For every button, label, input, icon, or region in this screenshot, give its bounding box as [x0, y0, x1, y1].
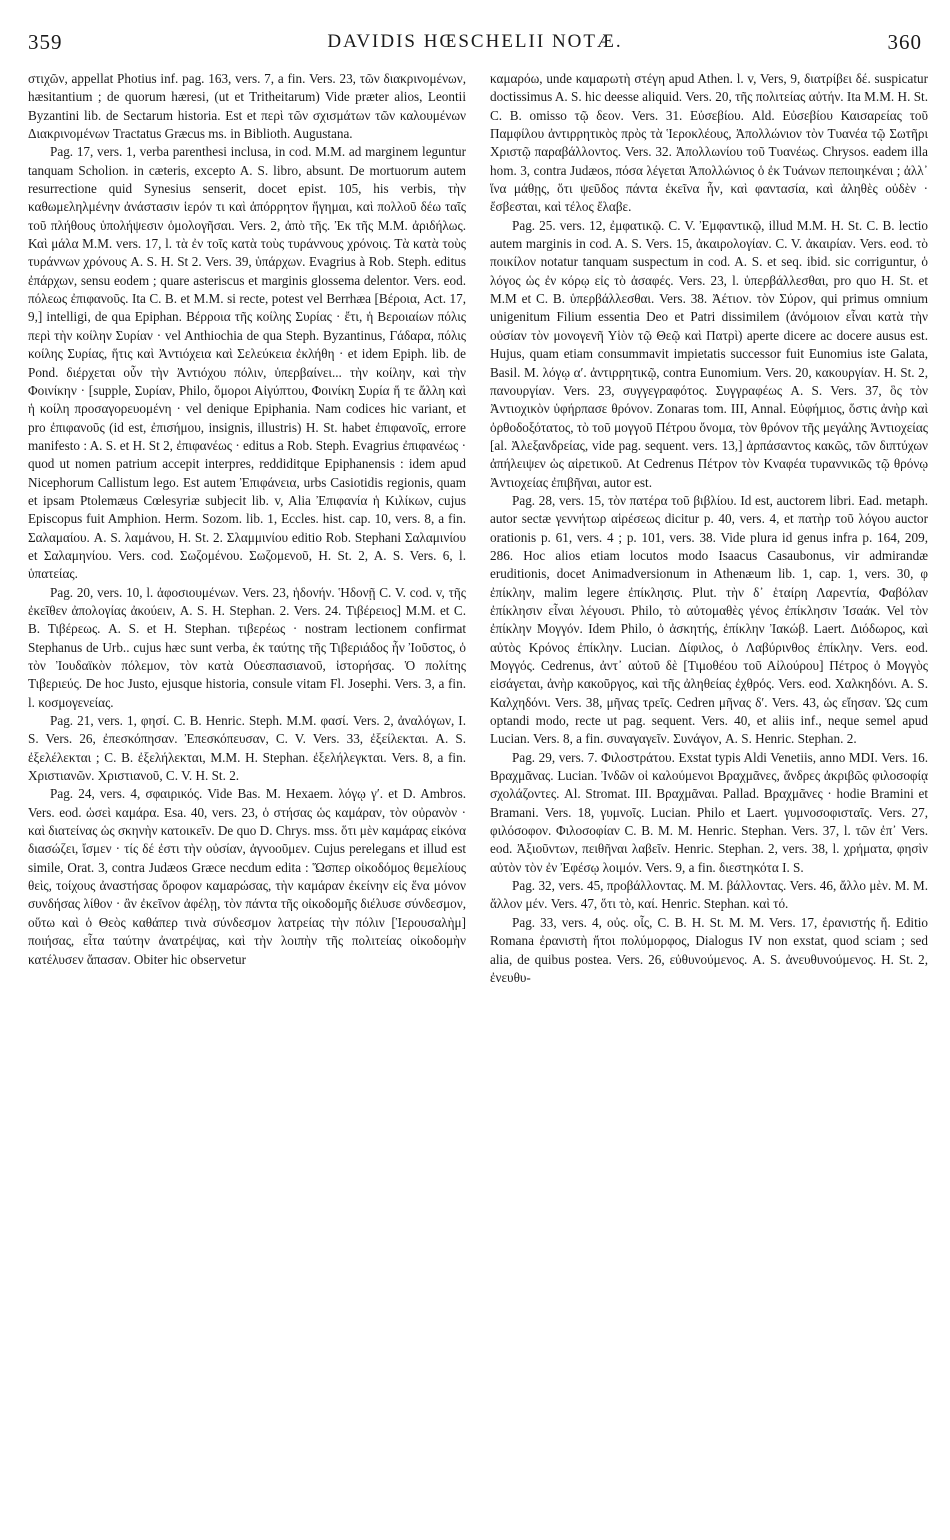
paragraph: Pag. 25. vers. 12, ἐμφατικῷ. C. V. Ἐμφαντικῷ, illud M.M. H. St. C. B. lectio autem marginis in cod. A. S. Vers. 15, ἀκαιρολογίαν. C. V. ἀκαιρίαν. Vers. eod. τὸ ποικίλον notatur tanquam suspectum in cod. A. S. et seq. ibid. sic corriguntur, ὁ λόγος ὡς ἐν κόρῳ εἰς τὸ ἀσαφές. Vers. 23, l. ὑπερβάλλεσθαι, pro quo H. St. et M.M et C. B. ὑπερβάλλεσθαι. Vers. 38. Ἀέτιον. τὸν Σύρον, qui primus omnium unigenitum Filium essentia Deo et Patri dissimilem (ἀνόμοιον εἶναι κατὰ τὴν οὐσίαν τὸν μονογενῆ Υἱὸν τῷ Θεῷ καὶ Πατρὶ) aperte dicere ac docere ausus est. Hujus, quam etiam consummavit impietatis successor fuit Eunomius iste Galata, Basil. M. λόγῳ α′. ἀντιρρητικῷ, contra Eunomium. Vers. 20, κακουργίαν. H. St. 2, πανουργίαν. Vers. 23, συγγεγραφότος. Συγγραφέως A. S. Vers. 37, ὃς τὸν Ἀντιοχικὸν ὑφήρπασε θρόνον. Zonaras tom. III, Annal. Εὐφήμιος, ὅστις ἀνὴρ καὶ ὀρθοδοξότατος, τὸ τοῦ μογγοῦ Πέτρου ὄνομα, τὸν θρόνον τῆς μεγάλης Ἀντιοχείας [al. Ἀλεξανδρείας, vide pag. sequent. vers. 13,] ἁρπάσαντος κακῶς, τῶν διπτύχων ἀπήλειψεν ὡς αἱρετικοῦ. At Cedrenus Πέτρον τὸν Κναφέα τυραννικῶς τῷ θρόνῳ Ἀντιοχείας ἐπιβῆναι, autor est. [490, 217, 928, 490]
paragraph: Pag. 32, vers. 45, προβάλλοντας. M. M. βάλλοντας. Vers. 46, ἄλλο μὲν. M. M. ἄλλον μέν. Vers. 47, ὅτι τὸ, καί. Henric. Stephan. καὶ τό. [490, 878, 928, 912]
paragraph: Pag. 20, vers. 10, l. ἀφοσιουμένων. Vers. 23, ἡδονήν. Ἡδονῇ C. V. cod. v, τῆς ἐκεῖθεν ἀπολογίας ἀκούειν, A. S. H. Stephan. 2. Vers. 24. Τιβέρειος] M.M. et C. B. Τιβέρεως. A. S. et H. Stephan. τιβερέως · nostram lectionem confirmat Stephanus de Urb.. cujus hæc sunt verba, ἐκ ταύτης τῆς Τιβεριάδος ἦν Ἰοῦστος, ὁ τὸν Ἰουδαϊκὸν πόλεμον, τὸν κατὰ Οὐεσπασιανοῦ, ἱστορήσας. Ὁ πολίτης Τιβεριεύς. De hoc Justo, ejusque historia, consule vitam Fl. Josephi. Vers. 3, a fin. l. κοσμογενείας. [28, 584, 466, 710]
paragraph: Pag. 33, vers. 4, οὐς. οἷς, C. B. H. St. M. M. Vers. 17, ἐρανιστής ἤ. Editio Romana ἐρανιστὴ ἤτοι πολύμορφος, Dialogus IV non exstat, quod sciam ; sed alia, de quibus postea. Vers. 26, εὐθυνούμενος. A. S. ἀνευθυνούμενος. H. St. 2, ἐνευθυ- [490, 914, 928, 985]
left-column [28, 70, 466, 1520]
paragraph: Pag. 24, vers. 4, σφαιρικός. Vide Bas. M. Hexaem. λόγῳ γ′. et D. Ambros. Vers. eod. ὡσεὶ καμάρα. Esa. 40, vers. 23, ὁ στήσας ὡς καμάραν, τὸν οὐρανὸν · καὶ διατείνας ὡς σκηνὴν κατοικεῖν. De quo D. Chrys. mss. ὅτι μὲν καμάρας εἰκόνα διασώζει, ἴσμεν · τίς δέ ἐστι τὴν οὐσίαν, ἀγνοοῦμεν. Cujus perelegans et illud est simile, Orat. 3, contra Judæos Græce necdum edita : Ὥσπερ οἰκοδόμος θεμελίους θεὶς, τοίχους ἀναστήσας ὄροφον καμαρώσας, τὴν καμάραν ἐκείνην εἰς ἕνα μόνον συνδήσας λίθον · ἂν ἐκεῖνον ἀφέλῃ, τὸν πάντα τῆς οἰκοδομῆς διέλυσε σύνδεσμον, οὕτω καὶ ὁ Θεὸς καθάπερ τινὰ σύνδεσμον λατρείας τὴν πόλιν [Ἱερουσαλὴμ] ποιήσας, εἶτα ταύτην ἀνατρέψας, καὶ τὴν λοιπὴν τῆς πολιτείας οἰκοδομὴν κατέλυσεν ἅπασαν. Obiter hic observetur [28, 786, 466, 967]
paragraph: καμαρόω, unde καμαρωτὴ στέγη apud Athen. l. v, Vers, 9, διατρίβει δέ. suspicatur doctissimus A. S. hic deesse aliquid. Vers. 20, τῆς πολιτείας αὐτήν. Ita M.M. H. St. C. B. omisso τῷ δεον. Vers. 31. Εὐσεβίου. Ald. Εὐσεβίου Καισαρείας τοῦ Παμφίλου ἀντιρρητικὸς πρὸς τὰ Ἱεροκλέους, Ἀπολλώνιον τὸν Τυανέα τῷ Σωτῆρι Χριστῷ παραβάλλοντος. Vers. 32. Ἀπολλωνίου τοῦ Τυανέως. Chrysos. eadem illa hom. 3, contra Judæos, πόσα λέγεται Ἀπολλώνιος ὁ ἐκ Τυάνων πεποιηκέναι ; ἀλλ᾽ ἵνα μάθῃς, ὅτι ψεῦδος πάντα ἐκεῖνα ἦν, καὶ φαντασία, καὶ ἀληθὲς οὐδὲν · ἔσβεσται, καὶ τέλος ἔλαβε. [490, 71, 928, 215]
two-column-body [28, 70, 928, 1520]
page-header [28, 22, 922, 62]
page-number-left: 359 [28, 29, 63, 54]
paragraph: Pag. 29, vers. 7. Φιλοστράτου. Exstat typis Aldi Venetiis, anno MDI. Vers. 16. Βραχμᾶνας. Lucian. Ἰνδῶν οἱ καλούμενοι Βραχμᾶνες, ἄνδρες ἀκριβῶς φιλοσοφίᾳ σχολάζοντες. Al. Stromat. III. Βραχμᾶναι. Pallad. Βραχμᾶνες · hodie Bramini et Bramani. Vers. 18, γυμνοῖς. Lucian. Philo et Laert. γυμνοσοφισταῖς. Vers. 27, φιλόσοφον. Φιλοσοφίαν C. B. M. M. Henric. Stephan. Vers. 37, l. τῶν ἐπ᾽ Vers. eod. Ἀξιοῦντων, πειθῆναι λαβεῖν. Henric. Stephan. 2, vers. 38, l. χρήματα, φησὶν αὐτὸν τὸν ἐν Ἐφέσῳ λοιμόν. Vers. 9, a fin. διεστηκότα I. S. [490, 749, 928, 875]
page-number-right: 360 [887, 29, 922, 54]
paragraph: Pag. 28, vers. 15, τὸν πατέρα τοῦ βιβλίου. Id est, auctorem libri. Ead. metaph. autor sectæ γεννήτωρ αἱρέσεως dicitur p. 40, vers. 4, et πατὴρ τοῦ λόγου auctor orationis p. 61, vers. 4 ; p. 101, vers. 38. Vide plura id genus infra p. 164, 209, 286. Hoc alios etiam locutos modo Isaacus Casaubonus, vir admirandæ eruditionis, docet Animadversionum in Athenæum lib. 1, cap. 1, vers. 30, φ ἐπίκλην, malim legere ἐπίκλησις. Plut. τὴν δ᾽ ἑταίρη Λαρεντία, Φαβόλαν ἐπίκλησιν εἶναι λέγουσι. Philo, τὸ αὐτομαθὲς γένος ἐπίκλησιν Ἰσαάκ. Vel τὸν ἐπίκλην Μογγόν. Idem Philo, ὁ ἀσκητής, ἐπίκλην Ἰακώβ. Laert. Διόδωρος, καὶ αὐτὸς Κρόνος ἐπίκλην. Lucian. Δίφιλος, ὁ Λαβύρινθος ἐπίκλην. Vers. eod. Μογγός. Cedrenus, ἀντ᾽ αὐτοῦ δὲ [Τιμοθέου τοῦ Αἰλούρου] Πέτρος ὁ Μογγὸς εἰσάγεται, ἀνὴρ κακοῦργος, καὶ τῆς ἀληθείας ἐχθρός. Vers. eod. Χαλκηδόνι. A. S. Καλχηδόνι. Vers. 38, μῆνας τρεῖς. Cedren μῆνας δ′. Vers. 43, ὡς εἴησαν. Ὡς cum optandi modo, recte ut pag. sequent. Vers. 40, et aliis inf., neque semel apud Lucian. Vers. 8, a fin. συναγαγεῖν. Συνάγον, A. S. Henric. Stephan. 2. [490, 492, 928, 747]
paragraph: Pag. 17, vers. 1, verba parenthesi inclusa, in cod. M.M. ad marginem leguntur tanquam Scholion. in cæteris, excepto A. S. libro, absunt. De mortuorum autem resurrectione quid Synesius senserit, docet epist. 105, his verbis, τὴν καθωμεληλμένην ἀνάστασιν ἱερόν τι καὶ ἀπόρρητον ἥγημαι, καὶ πολλοῦ δέω ταῖς τοῦ πλήθους ὑπολήψεσιν ὁμολογῆσαι. Vers. 2, ἀπὸ τῆς. Ἐκ τῆς M.M. ἀριδήλως. Καὶ μάλα M.M. vers. 17, l. τὰ ἐν τοῖς κατὰ τοὺς τυράννους χρόνοις. Τὰ κατὰ τοὺς τυράννων χρόνους A. S. H. St 2. Vers. 39, ὑπάρχων. Evagrius à Rob. Steph. editus ἐπάρχων, sensu eodem ; quare asteriscus et marginis glossema delentor. Vers. eod. πόλεως ἐπιφανοῦς. Ita C. B. et M.M. si recte, potest vel Berrhæa [Bέροια, Act. 17, 9,] intelligi, de qua Epiphan. Βέρροια τῆς κοίλης Συρίας · ἔτι, ἡ Βεροιαίων πόλις περὶ τὴν κοίλην Συρίαν · vel Anthiochia de qua Steph. Byzantinus, Γάδαρα, πόλις κοίλης Συρίας, ἥτις καὶ Ἀντιόχεια καὶ Σελεύκεια ἐκλήθη · et idem Epiph. lib. de Pond. διέρχεται οὖν τὴν Ἀντιόχου πόλιν, ὑπερβαίνει... τὴν κοίλην, καὶ τὴν Φοινίκην · [supple, Συρίαν, Philo, ὅμοροι Αἰγύπτου, Φοινίκη Συρία ἥ τε ἄλλη καὶ ἡ κοίλη προσαγορευομένη · vel denique Epiphania. Nam codices hic variant, et pro ἐπιφανοῦς (id est, ἐπισήμου, insignis, illustris) H. St. habet ἐπιφανοῖς, errore manifesto : A. S. et H. St 2, ἐπιφανέως · editus a Rob. Steph. Evagrius ἐπιφανέως · quod ut nomen patrium accepit interpres, reddiditque Epiphanensis : idem apud Nicephorum Callistum lego. Est autem Ἐπιφάνεια, urbs Casiotidis regionis, quam et ipsam Ptolemæus Cœlesyriæ subjecit lib. v, Alia Ἐπιφανία ἡ Κιλίκων, cujus Episcopus fuit Amphion. Herm. Sozom. lib. 1, Eccles. hist. cap. 10, vers. 8, a fin. Σαλαμαίου. A. S. λαμάνου, H. St. 2. Σλαμμινίου editio Rob. Stephani Σαλαμινίου et Σαλαμηνίου. Vers. cod. Σωζομένου. Σωζομενοῦ, H. St. 2, A. S. Vers. 6, l. ὑπατείας. [28, 144, 466, 582]
running-title: DAVIDIS HŒSCHELII NOTÆ. [327, 31, 623, 52]
paragraph: στιχῶν, appellat Photius inf. pag. 163, vers. 7, a fin. Vers. 23, τῶν διακρινομένων, hæsitantium ; de quorum hæresi, (ut et Tritheitarum) Vide præter alios, Leontii Byzantini lib. de Sectarum historia. Est et περὶ τῶν σχισμάτων τῶν καλουμένων Διακρινομένων Tractatus Græcus ms. in Biblioth. Augustana. [28, 71, 466, 142]
paragraph: Pag. 21, vers. 1, φησί. C. B. Henric. Steph. M.M. φασί. Vers. 2, ἀναλόγων, I. S. Vers. 26, ἐπεσκόπησαν. Ἐπεσκόπευσαν, C. V. Vers. 33, ἐξείλεκται. A. S. ἐξελέλεκται ; C. B. ἐξελήλεκται, M.M. H. Stephan. ἐξελήλεγκται. Vers. 8, a fin. Χριστιανῶν. Χριστιανοῦ, C. V. H. St. 2. [28, 713, 466, 784]
right-column [490, 70, 928, 1520]
